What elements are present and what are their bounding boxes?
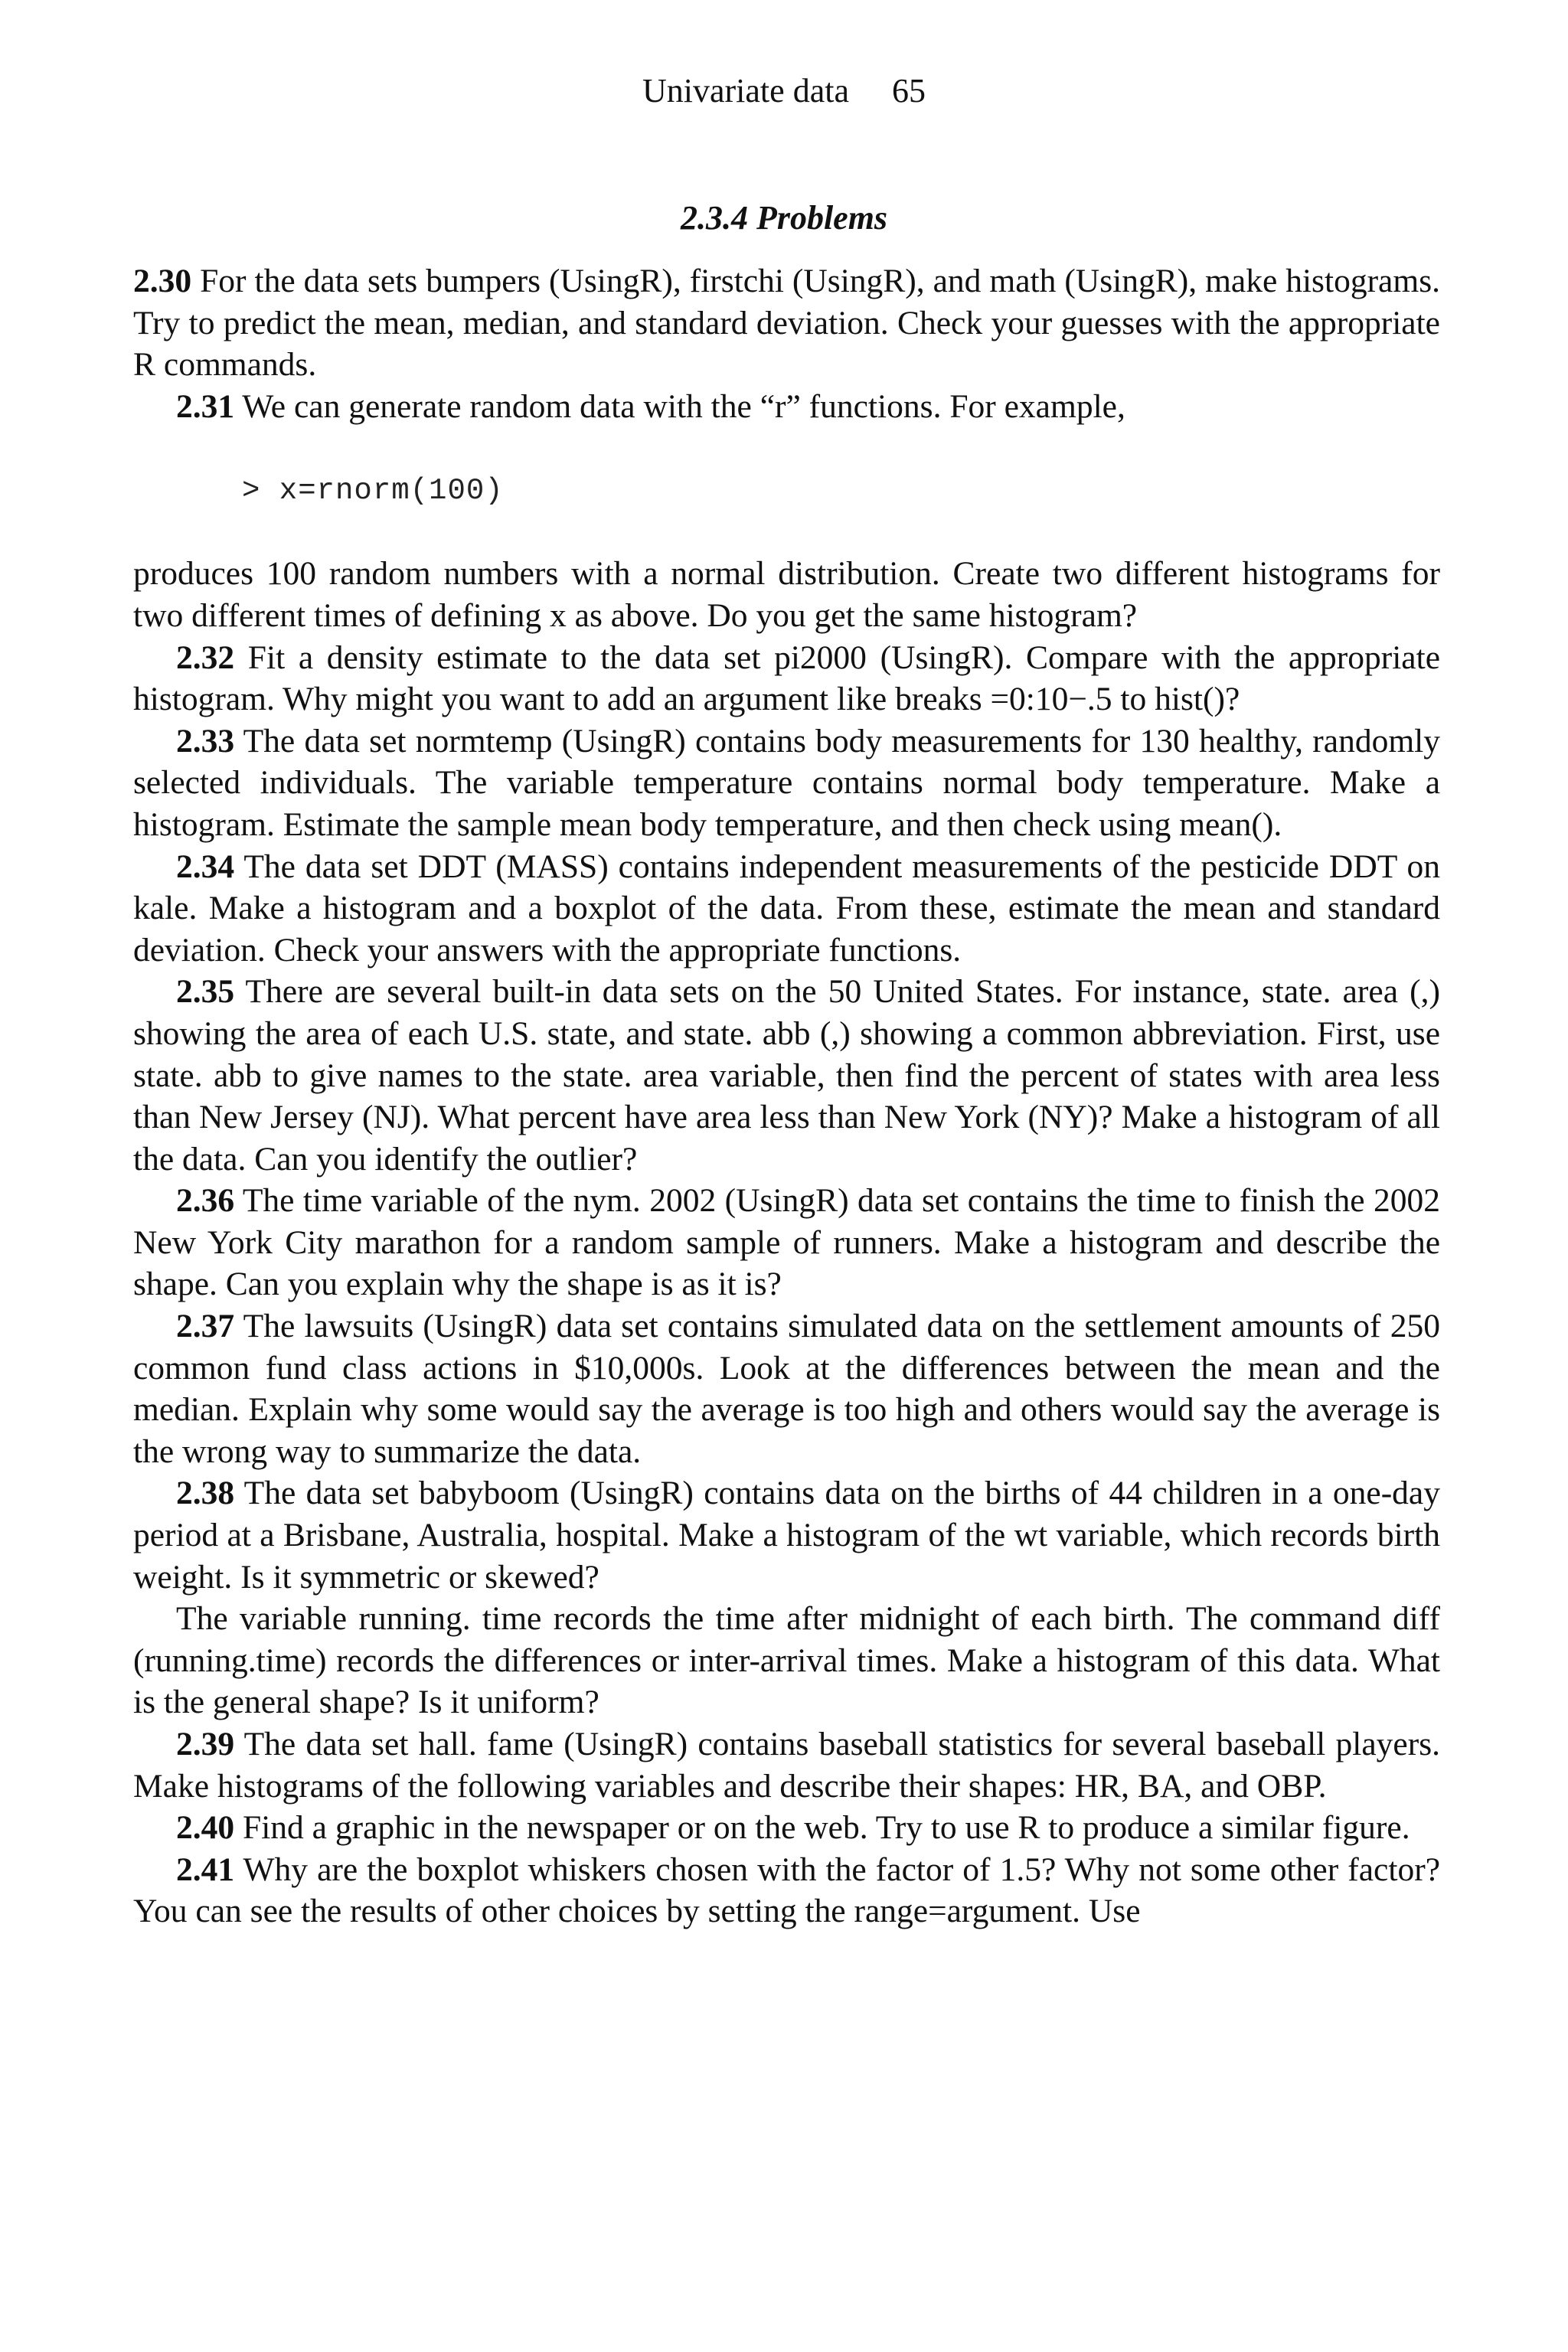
problem-number: 2.30 [133, 263, 192, 299]
problem-2-38 [133, 1472, 1440, 1598]
problem-text: Fit a density estimate to the data set pi2000 (UsingR). Compare with the appropriate histogram. Why might you want to add an argument like breaks =0:10−.5 to hist()? [133, 639, 1440, 718]
problem-2-37 [133, 1305, 1440, 1472]
problem-text: The data set DDT (MASS) contains independent measurements of the pesticide DDT on kale. Make a histogram and a boxplot of the data. From these, estimate the mean and standard deviation. Check your answers with the appropriate functions. [133, 848, 1441, 969]
problem-2-31 [133, 386, 1440, 428]
page-number: 65 [891, 72, 926, 109]
problem-number: 2.36 [176, 1182, 235, 1220]
code-example: > x=rnorm(100) [242, 474, 504, 508]
problem-text: The data set babyboom (UsingR) contains data on the births of 44 children in a one-day period at a Brisbane, Australia, hospital. Make a histogram of the wt variable, which records birth weight. Is it symmetric or skewed? [133, 1475, 1440, 1596]
problem-2-40 [133, 1807, 1440, 1849]
problem-number: 2.39 [176, 1726, 235, 1762]
problem-2-38-continuation: The variable running. time records the time after midnight of each birth. The command diff (running.time) records the differences or inter-arrival times. Make a histogram of this data. What is the general shape? Is it uniform? [133, 1600, 1440, 1721]
running-head [0, 70, 1568, 112]
problem-2-31-continuation: produces 100 random numbers with a normal distribution. Create two different histograms for two different times of defining x as above. Do you get the same histogram? [133, 555, 1440, 634]
problem-2-30 [133, 260, 1440, 386]
problem-2-34 [133, 846, 1440, 972]
problem-text: The data set hall. fame (UsingR) contains baseball statistics for several baseball players. Make histograms of the following variables and describe their shapes: HR, BA, and OBP. [133, 1726, 1440, 1805]
problem-number: 2.31 [176, 387, 235, 425]
problem-2-41 [133, 1849, 1440, 1932]
problem-text: Why are the boxplot whiskers chosen with the factor of 1.5? Why not some other factor? You can see the results of other choices by setting the range=argument. Use [133, 1851, 1440, 1930]
problem-number: 2.41 [176, 1851, 235, 1888]
problem-text: The data set normtemp (UsingR) contains body measurements for 130 healthy, randomly selected individuals. The variable temperature contains normal body temperature. Make a histogram. Estimate the sample mean body temperature, and then check using mean(). [133, 722, 1440, 843]
problem-number: 2.40 [176, 1809, 235, 1847]
problem-number: 2.35 [176, 973, 235, 1011]
problem-number: 2.33 [176, 722, 235, 760]
problem-text: The time variable of the nym. 2002 (UsingR) data set contains the time to finish the 2002 New York City marathon for a random sample of runners. Make a histogram and describe the shape. Can you explain why the shape is as it is? [133, 1182, 1440, 1303]
problem-number: 2.38 [176, 1475, 235, 1512]
problem-text: The lawsuits (UsingR) data set contains simulated data on the settlement amounts of 250 common fund class actions in $10,000s. Look at the differences between the mean and the median. Explain why some would say the average is too high and others would say the average is the wrong way to summarize the data. [133, 1308, 1440, 1470]
problem-2-36 [133, 1180, 1440, 1305]
problem-number: 2.34 [176, 848, 235, 885]
problem-2-35 [133, 971, 1440, 1180]
problem-2-39 [133, 1723, 1440, 1807]
problem-number: 2.37 [176, 1308, 235, 1345]
section-heading: 2.3.4 Problems [680, 199, 888, 237]
problem-text: For the data sets bumpers (UsingR), firstchi (UsingR), and math (UsingR), make histograms. Try to predict the mean, median, and standard deviation. Check your guesses with the appropriate R commands. [133, 263, 1441, 384]
problem-text: There are several built-in data sets on the 50 United States. For instance, state. area (,) showing the area of each U.S. state, and state. abb (,) showing a common abbreviation. First, use state. abb to give names to the state. area variable, then find the percent of states with area less than New Jersey (NJ). What percent have area less than New York (NY)? Make a histogram of all the data. Can you identify the outlier? [133, 973, 1440, 1178]
problem-list [133, 260, 1440, 1932]
problem-number: 2.32 [176, 639, 235, 676]
problem-text: We can generate random data with the “r” functions. For example, [242, 387, 1125, 425]
problem-text: Find a graphic in the newspaper or on the web. Try to use R to produce a similar figure. [243, 1809, 1410, 1847]
problem-2-32 [133, 637, 1440, 720]
problem-2-33 [133, 720, 1440, 846]
running-head-title: Univariate data [642, 72, 849, 109]
